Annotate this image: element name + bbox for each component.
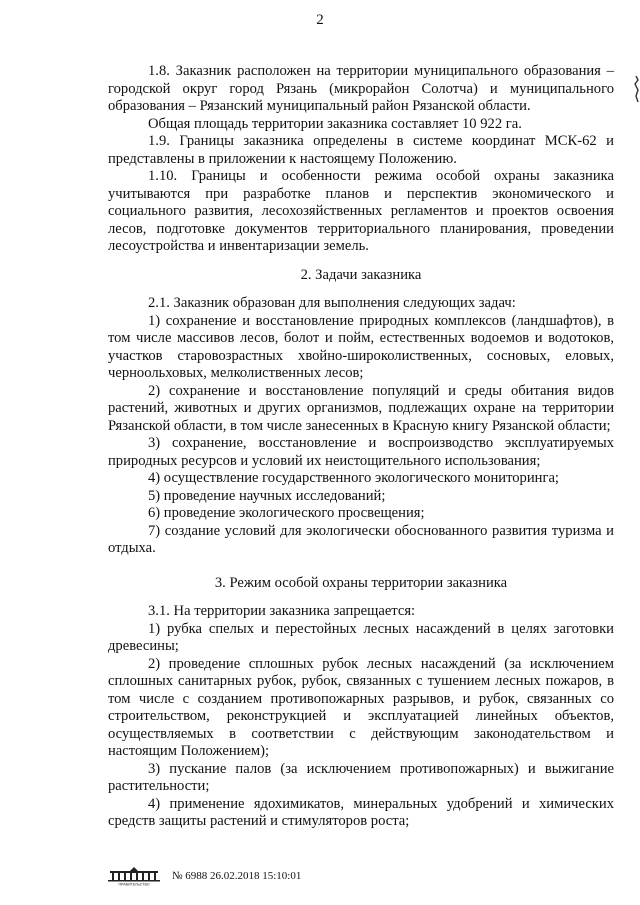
paragraph-1-10: 1.10. Границы и особенности режима особой охраны заказника учитываются при разработке планов и перспектив экономического и социального развития, лесохозяйственных регламентов и проектов освоения лесов, подготовке документов территориального планирования, проведении лесоустройства и инвентаризации земель. bbox=[108, 168, 614, 254]
section-2-title: 2. Задачи заказника bbox=[300, 266, 422, 283]
registration-stamp bbox=[104, 866, 301, 886]
paragraph-1-8: 1.8. Заказник расположен на территории муниципального образования – городской округ город Рязань (микрорайон Солотча) и муниципального образования – Рязанский муниципальный район Рязанской области. bbox=[108, 63, 614, 114]
list-item: 3) пускание палов (за исключением противопожарных) и выжигание растительности; bbox=[108, 760, 614, 794]
list-item: 2) сохранение и восстановление популяций и среды обитания видов растений, животных и других организмов, подлежащих охране на территории Рязанской области, в том числе занесенных в Красную книгу Рязанской области; bbox=[108, 382, 614, 434]
list-item: 1) рубка спелых и перестойных лесных насаждений в целях заготовки древесины; bbox=[108, 620, 614, 654]
list-item: 3) сохранение, восстановление и воспроизводство эксплуатируемых природных ресурсов и условий их неистощительного использования; bbox=[108, 435, 614, 469]
government-building-icon bbox=[104, 866, 164, 886]
scan-artifact-icon bbox=[626, 74, 640, 104]
stamp-text: № 6988 26.02.2018 15:10:01 bbox=[172, 870, 302, 882]
document-body bbox=[108, 63, 614, 831]
paragraph-1-9: 1.9. Границы заказника определены в системе координат МСК-62 и представлены в приложении к настоящему Положению. bbox=[108, 133, 614, 167]
paragraph-area: Общая площадь территории заказника составляет 10 922 га. bbox=[148, 115, 522, 132]
logo-caption: ПРАВИТЕЛЬСТВО bbox=[118, 882, 150, 886]
list-item: 6) проведение экологического просвещения; bbox=[148, 505, 425, 521]
page-number: 2 bbox=[316, 12, 324, 28]
paragraph-3-1: 3.1. На территории заказника запрещается: bbox=[148, 603, 416, 619]
list-item: 4) осуществление государственного экологического мониторинга; bbox=[148, 470, 559, 486]
paragraph-2-1: 2.1. Заказник образован для выполнения следующих задач: bbox=[148, 295, 516, 311]
list-item: 2) проведение сплошных рубок лесных насаждений (за исключением сплошных санитарных рубок, рубок, связанных с тушением лесных пожаров, в том числе с созданием противопожарных разрывов, и рубок, связанных со строительством, реконструкцией и эксплуатацией линейных объектов, осуществляемых в соответствии с действующим законодательством и настоящим Положением); bbox=[108, 655, 614, 759]
list-item: 7) создание условий для экологически обоснованного развития туризма и отдыха. bbox=[108, 522, 614, 556]
section-3-title: 3. Режим особой охраны территории заказника bbox=[214, 574, 508, 591]
list-item: 5) проведение научных исследований; bbox=[148, 487, 386, 504]
list-item: 4) применение ядохимикатов, минеральных удобрений и химических средств защиты растений и стимуляторов роста; bbox=[108, 795, 614, 829]
list-item: 1) сохранение и восстановление природных комплексов (ландшафтов), в том числе массивов лесов, болот и пойм, естественных водоемов и водотоков, участков старовозрастных хвойно-широколиственных, сосновых, еловых, черноольховых, мелколиственных лесов; bbox=[108, 312, 614, 381]
